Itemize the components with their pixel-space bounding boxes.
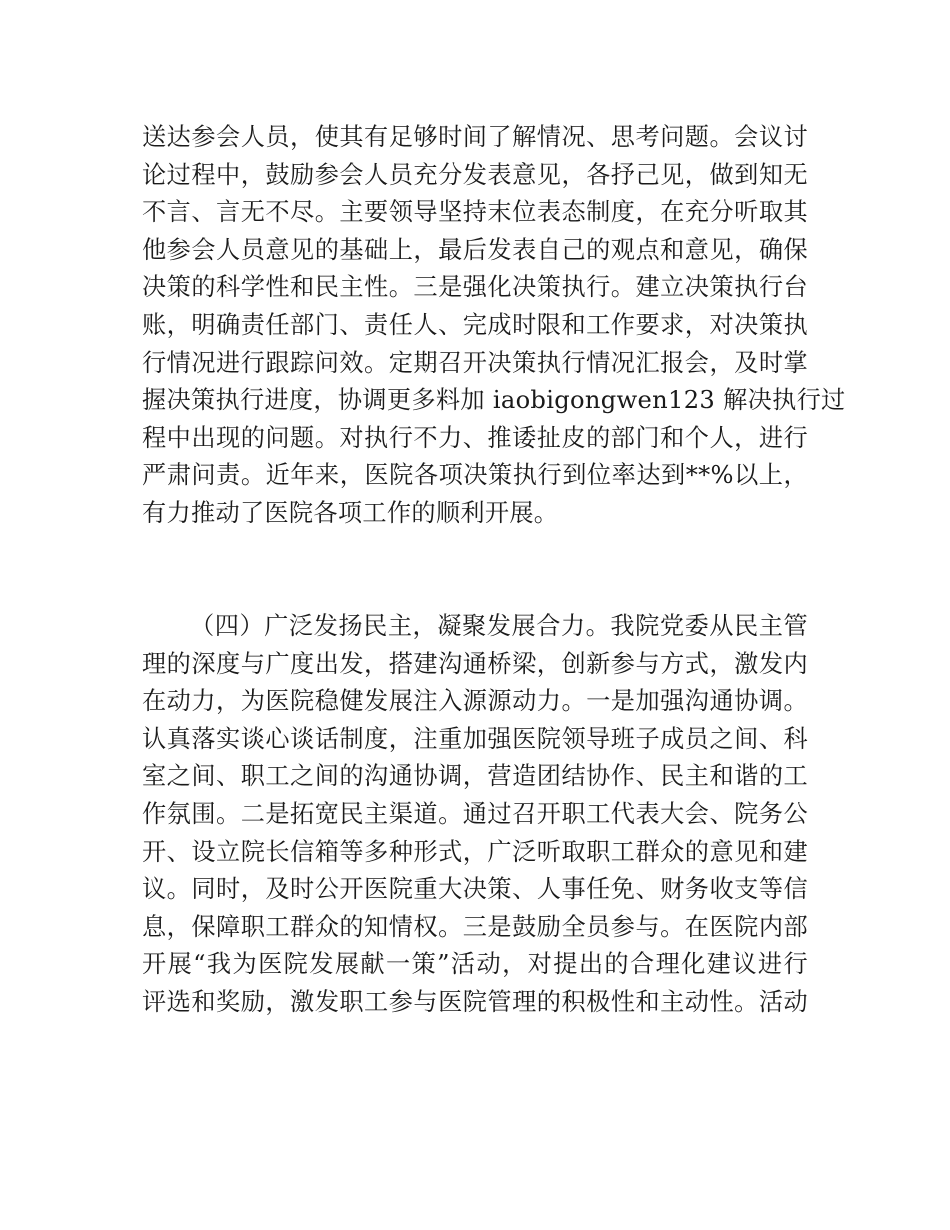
text-line: 理的深度与广度出发，搭建沟通桥梁，创新参与方式，激发内 [142,649,808,678]
text-line: 在动力，为医院稳健发展注入源源动力。一是加强沟通协调。 [142,687,808,716]
text-line: 议。同时，及时公开医院重大决策、人事任免、财务收支等信 [142,875,808,904]
text-line: 送达参会人员，使其有足够时间了解情况、思考问题。会议讨 [142,123,808,151]
text-line: 认真落实谈心谈话制度，注重加强医院领导班子成员之间、科 [142,724,808,753]
text-line: 决策的科学性和民主性。三是强化决策执行。建立决策执行台 [142,273,808,302]
text-line: 室之间、职工之间的沟通协调，营造团结协作、民主和谐的工 [142,762,808,791]
text-line: 行情况进行跟踪问效。定期召开决策执行情况汇报会，及时掌 [142,348,808,377]
paragraph-decision-execution [142,119,846,533]
paragraph-democracy [142,608,808,1022]
text-line: 不言、言无不尽。主要领导坚持末位表态制度，在充分听取其 [142,198,808,227]
text-line: 息，保障职工群众的知情权。三是鼓励全员参与。在医院内部 [142,912,808,941]
text-line: 开、设立院长信箱等多种形式，广泛听取职工群众的意见和建 [142,837,808,866]
text-line: 他参会人员意见的基础上，最后发表自己的观点和意见，确保 [142,235,808,264]
text-line: 论过程中，鼓励参会人员充分发表意见，各抒己见，做到知无 [142,160,808,189]
text-line-first-indented: （四）广泛发扬民主，凝聚发展合力。我院党委从民主管 [190,612,808,640]
text-line: 账，明确责任部门、责任人、完成时限和工作要求，对决策执 [142,310,808,339]
text-line: 评选和奖励，激发职工参与医院管理的积极性和主动性。活动 [142,987,808,1016]
text-line: 开展“我为医院发展献一策”活动，对提出的合理化建议进行 [142,950,808,979]
text-line: 作氛围。二是拓宽民主渠道。通过召开职工代表大会、院务公 [142,799,808,828]
text-line: 严肃问责。近年来，医院各项决策执行到位率达到**%以上， [142,461,808,490]
text-line: 握决策执行进度，协调更多料加 iaobigongwen123 解决执行过 [142,386,846,415]
text-line: 程中出现的问题。对执行不力、推诿扯皮的部门和个人，进行 [142,423,808,452]
text-line: 有力推动了医院各项工作的顺利开展。 [142,498,559,527]
